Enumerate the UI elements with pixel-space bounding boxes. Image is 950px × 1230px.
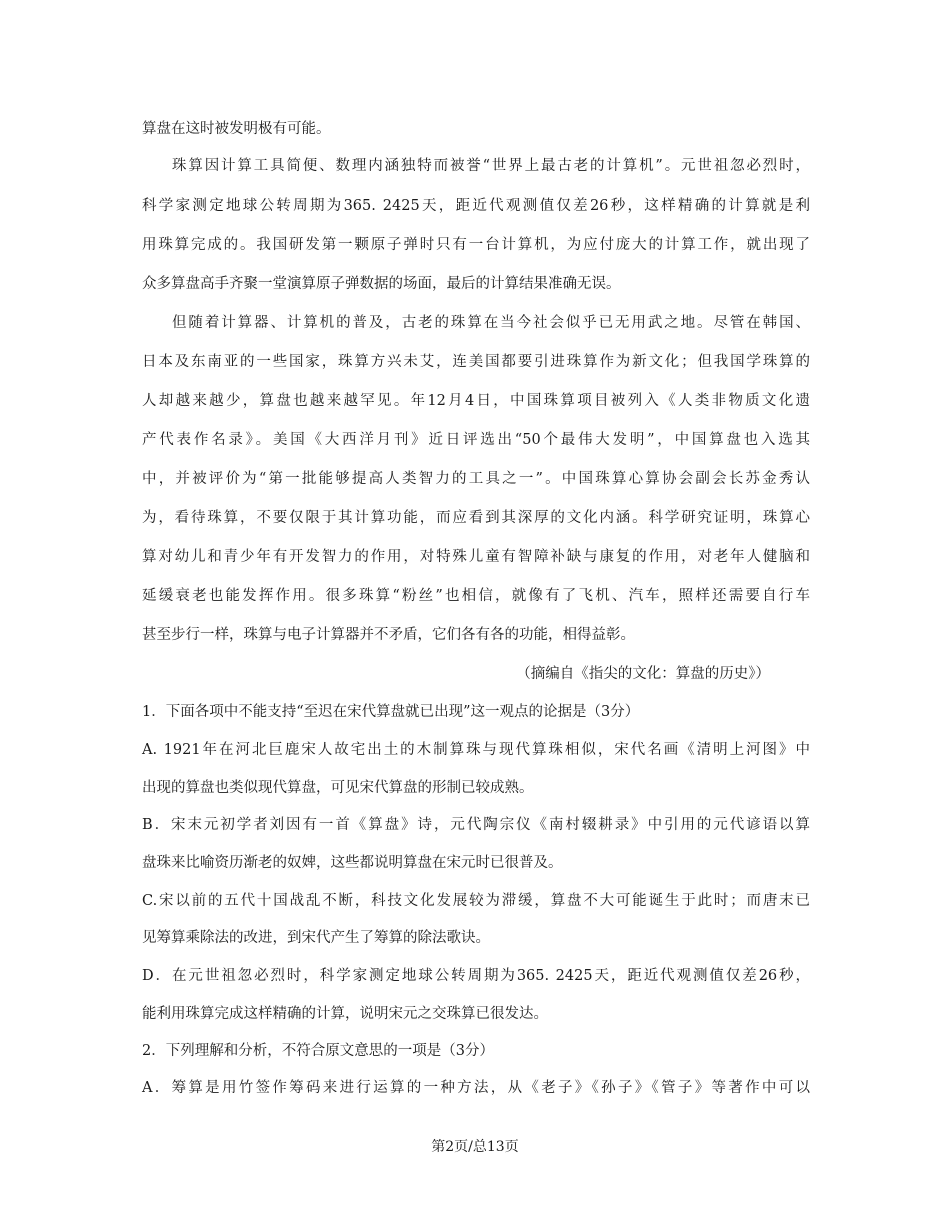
text-line: 但随着计算器、计算机的普及，古老的珠算在当今社会似乎已无用武之地。尽管在韩国、 xyxy=(172,315,810,331)
text-line: 众多算盘高手齐聚一堂演算原子弹数据的场面，最后的计算结果准确无误。 xyxy=(142,276,621,292)
option-a-line: A. 1921年在河北巨鹿宋人故宅出土的木制算珠与现代算珠相似，宋代名画《清明上河图》中 xyxy=(142,742,810,758)
question-1: 1．下面各项中不能支持“至迟在宋代算盘就已出现”这一观点的论据是（3分） xyxy=(142,704,640,720)
text-line: 甚至步行一样，珠算与电子计算器并不矛盾，它们各有各的功能，相得益彰。 xyxy=(142,627,635,643)
question-2: 2．下列理解和分析，不符合原文意思的一项是（3分） xyxy=(142,1043,494,1059)
text-line: 用珠算完成的。我国研发第一颗原子弹时只有一台计算机，为应付庞大的计算工作，就出现了 xyxy=(142,237,810,253)
text-line: 中，并被评价为“第一批能够提高人类智力的工具之一”。中国珠算心算协会副会长苏金秀认 xyxy=(142,471,810,487)
text-line: 为，看待珠算，不要仅限于其计算功能，而应看到其深厚的文化内涵。科学研究证明，珠算心 xyxy=(142,510,810,526)
option-c-line: 见筹算乘除法的改进，到宋代产生了筹算的除法歌诀。 xyxy=(142,930,490,946)
text-line: 珠算因计算工具简便、数理内涵独特而被誉“世界上最古老的计算机”。元世祖忽必烈时， xyxy=(172,158,810,174)
text-line: 日本及东南亚的一些国家，珠算方兴未艾，连美国都要引进珠算作为新文化；但我国学珠算的 xyxy=(142,354,810,370)
option-d-line: D．在元世祖忽必烈时，科学家测定地球公转周期为365. 2425天，距近代观测值仅差26秒， xyxy=(142,968,810,984)
text-line: 算对幼儿和青少年有开发智力的作用，对特殊儿童有智障补缺与康复的作用，对老年人健脑和 xyxy=(142,549,810,565)
option-b-line: 盘珠来比喻资历渐老的奴婢，这些都说明算盘在宋元时已很普及。 xyxy=(142,855,563,871)
text-line: 延缓衰老也能发挥作用。很多珠算“粉丝”也相信，就像有了飞机、汽车，照样还需要自行车 xyxy=(142,588,810,604)
option-a-line: 出现的算盘也类似现代算盘，可见宋代算盘的形制已较成熟。 xyxy=(142,780,534,796)
source-citation: （摘编自《指尖的文化：算盘的历史》） xyxy=(516,666,770,682)
option-b-line: B．宋末元初学者刘因有一首《算盘》诗，元代陶宗仪《南村辍耕录》中引用的元代谚语以算 xyxy=(142,817,810,833)
option-d-line: 能利用珠算完成这样精确的计算，说明宋元之交珠算已很发达。 xyxy=(142,1006,548,1022)
text-line: 产代表作名录》。美国《大西洋月刊》近日评选出“50个最伟大发明”，中国算盘也入选其 xyxy=(142,432,810,448)
page-footer: 第2页/总13页 xyxy=(431,1139,519,1155)
text-line: 科学家测定地球公转周期为365. 2425天，距近代观测值仅差26秒，这样精确的计算就是利 xyxy=(142,198,810,214)
text-line: 算盘在这时被发明极有可能。 xyxy=(142,121,331,137)
option-a-line: A．筹算是用竹签作筹码来进行运算的一种方法，从《老子》《孙子》《管子》等著作中可以 xyxy=(142,1080,810,1096)
option-c-line: C.宋以前的五代十国战乱不断，科技文化发展较为滞缓，算盘不大可能诞生于此时；而唐末已 xyxy=(142,893,810,909)
text-line: 人却越来越少，算盘也越来越罕见。年12月4日，中国珠算项目被列入《人类非物质文化遗 xyxy=(142,393,810,409)
